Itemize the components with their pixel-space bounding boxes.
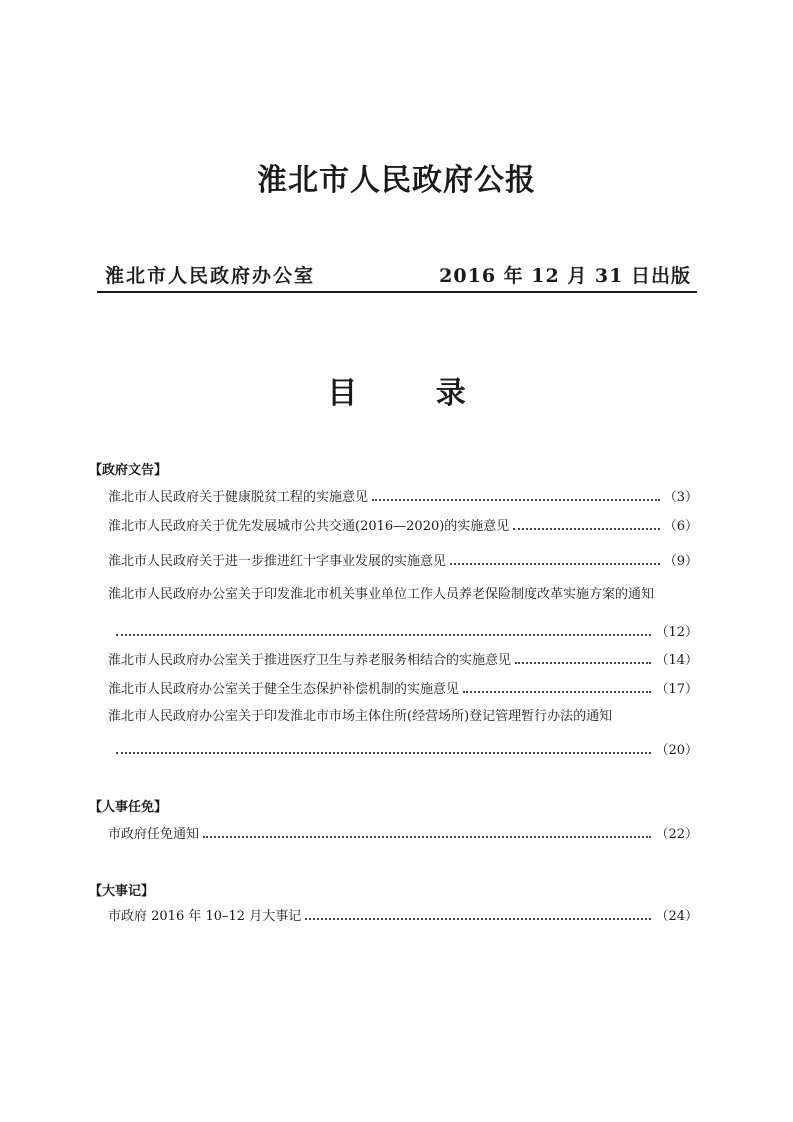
toc-entry-page: （22）: [655, 827, 698, 842]
leader-dots: [463, 678, 651, 693]
leader-dots: [116, 621, 651, 636]
toc-entry-page: （24）: [655, 909, 698, 924]
toc-entry[interactable]: [108, 823, 698, 843]
toc-entry[interactable]: [108, 550, 698, 570]
toc-entry-title: 淮北市人民政府关于优先发展城市公共交通(2016—2020)的实施意见: [108, 519, 510, 534]
toc-entry[interactable]: [108, 678, 698, 698]
toc-entry-page: （17）: [655, 682, 698, 697]
toc-heading-char: 录: [435, 376, 466, 411]
toc-entry-page: （12）: [655, 625, 698, 640]
masthead: [97, 261, 697, 293]
toc-entry[interactable]: [108, 515, 698, 535]
leader-dots: [450, 550, 660, 565]
toc-entry-title: 淮北市人民政府办公室关于健全生态保护补偿机制的实施意见: [108, 682, 460, 697]
section-label-major-events: 【大事记】: [89, 884, 155, 899]
leader-dots: [305, 905, 651, 920]
toc-entry-title: 淮北市人民政府办公室关于推进医疗卫生与养老服务相结合的实施意见: [108, 653, 512, 668]
leader-dots: [372, 486, 660, 501]
toc-heading-char: 目: [327, 376, 358, 411]
toc-entry[interactable]: [108, 905, 698, 925]
leader-dots: [116, 739, 651, 754]
toc-entry-continuation: [116, 621, 698, 641]
toc-entry-page: （6）: [663, 519, 698, 534]
toc-entry-title: 淮北市人民政府关于健康脱贫工程的实施意见: [108, 490, 369, 505]
toc-entry-page: （3）: [663, 490, 698, 505]
leader-dots: [515, 649, 651, 664]
toc-entry-page: （9）: [663, 554, 698, 569]
toc-entry[interactable]: [108, 486, 698, 506]
toc-heading: [0, 368, 793, 412]
toc-entry[interactable]: [108, 649, 698, 669]
leader-dots: [203, 823, 651, 838]
toc-entry-title: 市政府 2016 年 10–12 月大事记: [108, 909, 302, 924]
toc-entry-title: 市政府任免通知: [108, 827, 200, 842]
publisher-name: 淮北市人民政府办公室: [105, 265, 316, 287]
toc-entry-title[interactable]: 淮北市人民政府办公室关于印发淮北市机关事业单位工作人员养老保险制度改革实施方案的通知: [108, 587, 655, 602]
publication-date: 2016 年 12 月 31 日出版: [439, 265, 691, 287]
document-title: 淮北市人民政府公报: [257, 163, 536, 198]
section-label-personnel: 【人事任免】: [89, 800, 168, 815]
toc-entry-title: 淮北市人民政府关于进一步推进红十字事业发展的实施意见: [108, 554, 447, 569]
toc-entry-page: （14）: [655, 653, 698, 668]
toc-entry-continuation: [116, 739, 698, 759]
toc-entry-page: （20）: [655, 743, 698, 758]
section-label-government-notices: 【政府文告】: [89, 463, 168, 478]
toc-entry-title[interactable]: 淮北市人民政府办公室关于印发淮北市市场主体住所(经营场所)登记管理暂行办法的通知: [108, 709, 613, 724]
leader-dots: [513, 515, 659, 530]
